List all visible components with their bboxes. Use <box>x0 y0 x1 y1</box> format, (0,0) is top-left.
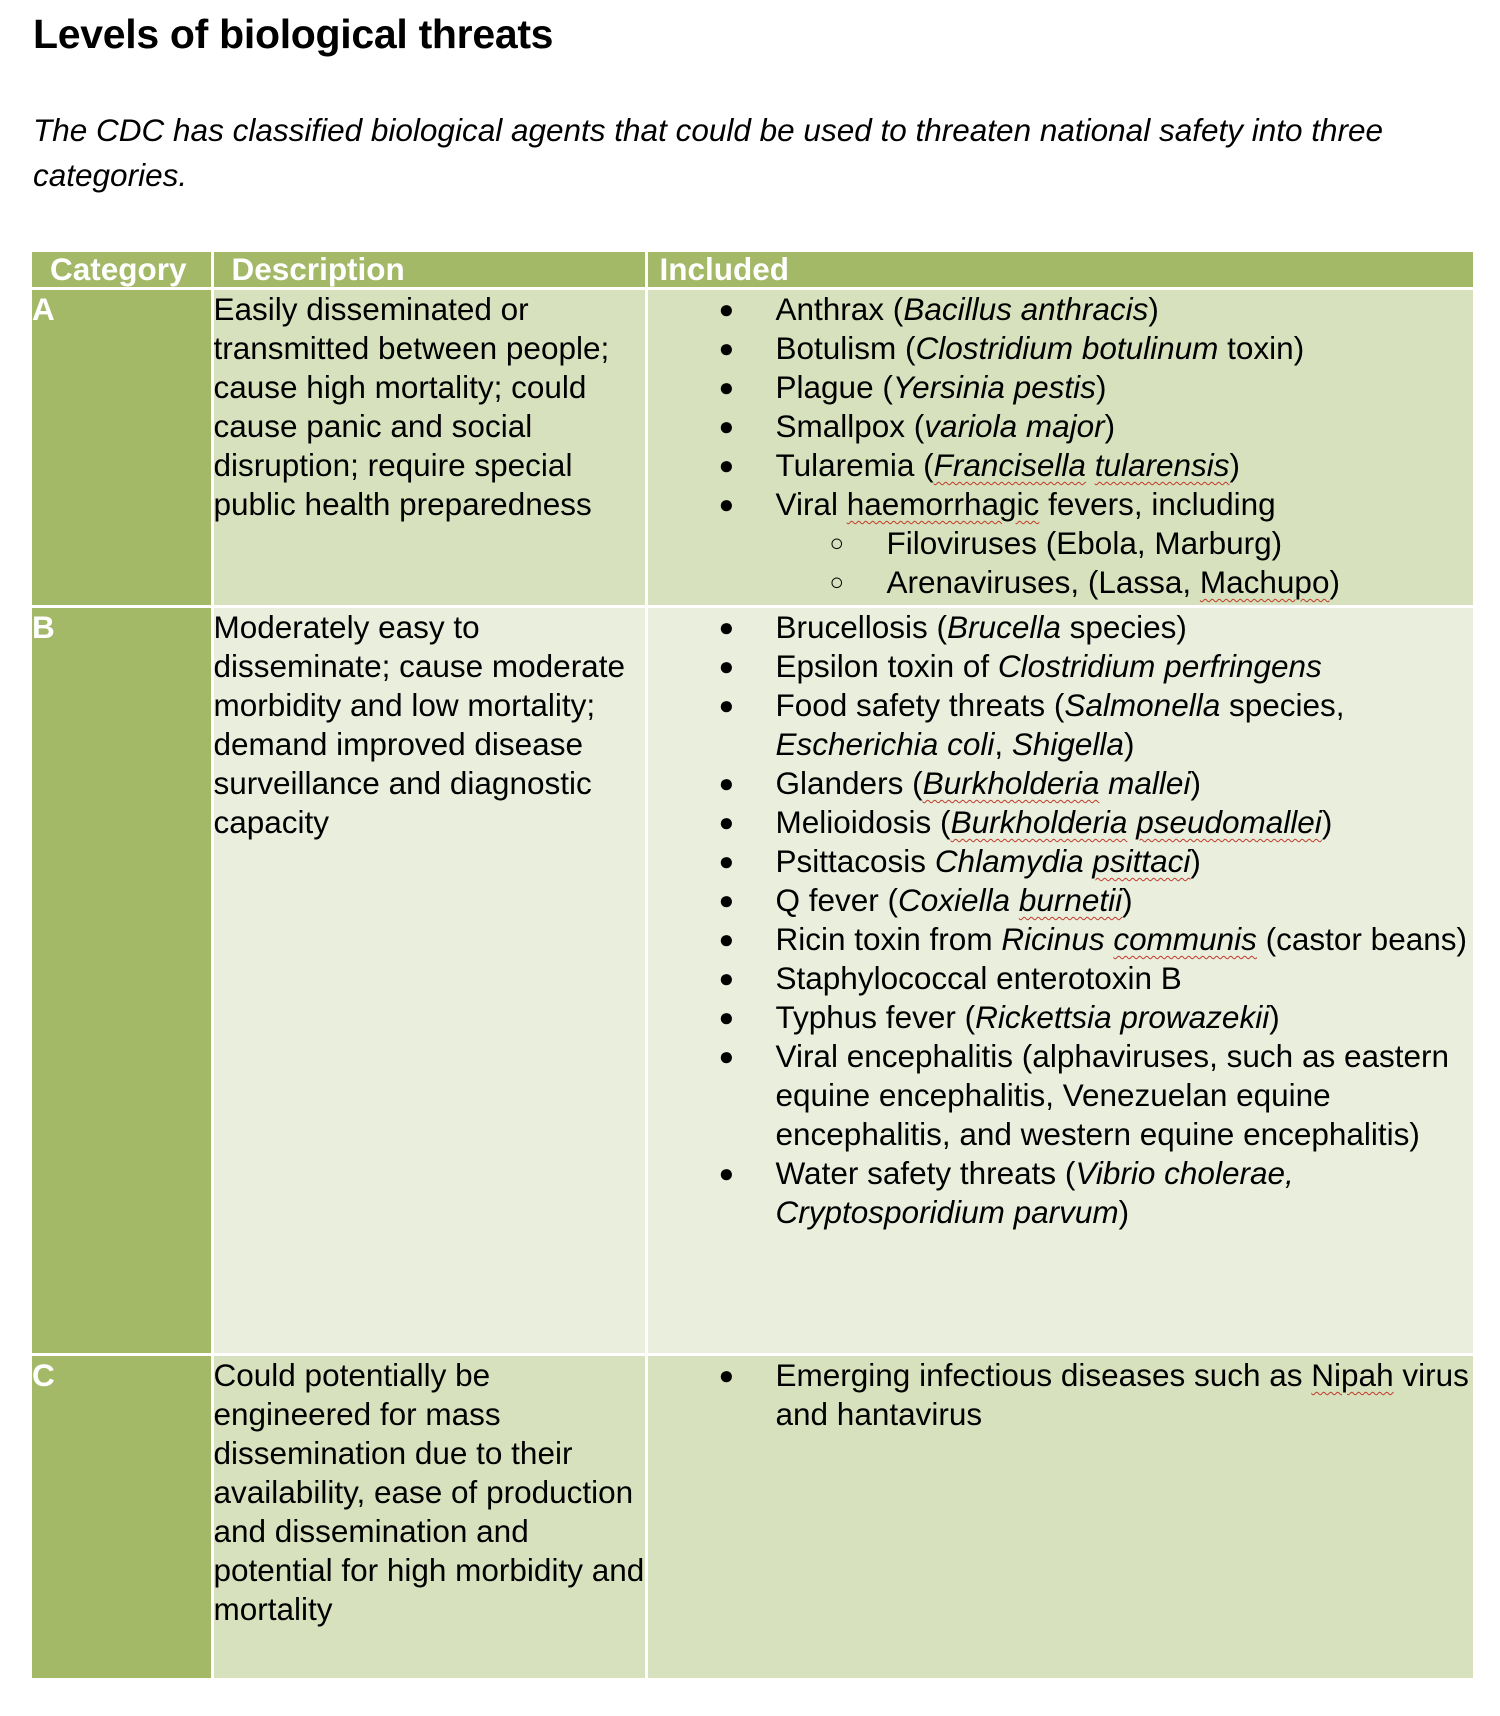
hollow-bullet-icon: ○ <box>829 530 844 557</box>
bullet-icon: ● <box>718 807 735 837</box>
hollow-bullet-icon: ○ <box>829 569 844 596</box>
item-text: ) <box>1190 843 1201 879</box>
bullet-icon: ● <box>718 450 735 480</box>
bullet-icon: ● <box>718 372 735 402</box>
item-text: Glanders ( <box>775 765 923 801</box>
item-text: Plague ( <box>775 369 893 405</box>
bullet-icon: ● <box>718 489 735 519</box>
item-text: ) <box>1190 765 1201 801</box>
list-item <box>648 368 1474 407</box>
item-text: Smallpox ( <box>775 408 925 444</box>
category-cell: C <box>32 1355 212 1679</box>
list-item <box>648 329 1474 368</box>
item-text: fevers, including <box>1039 486 1276 522</box>
item-text: species) <box>1060 609 1187 645</box>
item-text: mallei <box>1099 765 1191 801</box>
description-cell: Could potentially be engineered for mass dissemination due to their availability, ease of production and dissemination and potential for high morbidity and mortality <box>212 1355 646 1679</box>
item-text: Staphylococcal enterotoxin B <box>775 960 1182 996</box>
item-text <box>1127 804 1136 840</box>
item-text: Filoviruses (Ebola, Marburg) <box>886 525 1283 561</box>
item-text: Brucella <box>947 609 1061 645</box>
sub-list <box>776 524 1474 602</box>
list-item <box>648 764 1474 803</box>
page-title: Levels of biological threats <box>33 11 554 57</box>
item-text: ) <box>1321 804 1333 840</box>
bullet-icon: ● <box>718 294 735 324</box>
item-text: virus and hantavirus <box>775 1357 1469 1432</box>
spellcheck-flagged-text: psittaci <box>1092 843 1191 879</box>
category-cell: A <box>32 289 212 607</box>
item-text: ) <box>1122 882 1133 918</box>
item-text: Viral encephalitis (alphaviruses, such as eastern equine encephalitis, Venezuelan equine encephalitis, and western equine encephalitis) <box>775 1038 1450 1152</box>
spellcheck-flagged-text: tularensis <box>1094 447 1230 483</box>
item-text: Clostridium perfringens <box>997 648 1322 684</box>
item-text: Yersinia pestis <box>892 369 1096 405</box>
item-text: Ricin toxin from <box>775 921 1002 957</box>
item-text: species, <box>1220 687 1345 723</box>
bullet-icon: ● <box>718 846 735 876</box>
item-text: Clostridium botulinum <box>915 330 1219 366</box>
header-included: Included <box>646 252 1473 289</box>
list-item <box>648 1356 1474 1434</box>
header-description: Description <box>212 252 646 289</box>
list-item <box>648 647 1474 686</box>
agent-list <box>648 290 1474 602</box>
list-item <box>648 686 1474 764</box>
item-text: Anthrax ( <box>775 291 904 327</box>
bullet-icon: ● <box>718 1041 735 1071</box>
agent-list <box>648 608 1474 1232</box>
table-row <box>32 1355 1473 1679</box>
item-text: Viral <box>775 486 847 522</box>
list-item <box>648 842 1474 881</box>
description-cell: Moderately easy to disseminate; cause moderate morbidity and low mortality; demand improved disease surveillance and diagnostic capacity <box>212 607 646 1355</box>
item-text: ) <box>1123 726 1135 762</box>
item-text: Vibrio cholerae, Cryptosporidium parvum <box>775 1155 1294 1230</box>
item-text: (castor beans) <box>1256 921 1467 957</box>
item-text: Botulism ( <box>775 330 916 366</box>
list-item <box>648 998 1474 1037</box>
list-item <box>648 1037 1474 1154</box>
item-text: Water safety threats ( <box>775 1155 1076 1191</box>
spellcheck-flagged-text: Nipah <box>1311 1357 1394 1393</box>
item-text: Arenaviruses, (Lassa, <box>886 564 1200 600</box>
item-text: ) <box>1148 291 1159 327</box>
included-cell <box>646 289 1473 607</box>
item-text: ) <box>1329 564 1340 600</box>
item-text: Melioidosis ( <box>775 804 951 840</box>
item-text: Coxiella <box>898 882 1019 918</box>
list-item <box>648 920 1474 959</box>
item-text: Escherichia coli <box>775 726 995 762</box>
item-text: Rickettsia prowazekii <box>975 999 1270 1035</box>
item-text: variola major <box>924 408 1105 444</box>
item-text: Psittacosis <box>775 843 935 879</box>
bullet-icon: ● <box>718 1002 735 1032</box>
list-item <box>648 446 1474 485</box>
category-cell: B <box>32 607 212 1355</box>
bullet-icon: ● <box>718 1158 735 1188</box>
spellcheck-flagged-text: communis <box>1113 921 1257 957</box>
item-text: Chlamydia <box>934 843 1093 879</box>
item-text <box>1086 447 1095 483</box>
spellcheck-flagged-text: pseudomallei <box>1136 804 1322 840</box>
item-text: Emerging infectious diseases such as <box>775 1357 1312 1393</box>
item-text: , <box>994 726 1012 762</box>
item-text: Q fever ( <box>775 882 899 918</box>
item-text: Ricinus <box>1001 921 1114 957</box>
item-text: ) <box>1104 408 1116 444</box>
agent-list <box>648 1356 1474 1434</box>
spellcheck-flagged-text: Burkholderia <box>950 804 1128 840</box>
bullet-icon: ● <box>718 963 735 993</box>
spellcheck-flagged-text: Burkholderia <box>922 765 1100 801</box>
description-cell: Easily disseminated or transmitted between people; cause high mortality; could cause panic and social disruption; require special public health preparedness <box>212 289 646 607</box>
list-item <box>648 1154 1474 1232</box>
header-category: Category <box>32 252 212 289</box>
sub-list-item <box>774 524 1474 563</box>
item-text: ) <box>1095 369 1107 405</box>
bullet-icon: ● <box>718 1360 735 1390</box>
item-text: toxin) <box>1218 330 1305 366</box>
spellcheck-flagged-text: haemorrhagic <box>846 486 1040 522</box>
item-text: ) <box>1269 999 1280 1035</box>
item-text: Epsilon toxin of <box>775 648 998 684</box>
item-text: Bacillus anthracis <box>903 291 1149 327</box>
item-text: Typhus fever ( <box>775 999 976 1035</box>
bullet-icon: ● <box>718 924 735 954</box>
list-item <box>648 407 1474 446</box>
item-text: Salmonella <box>1064 687 1221 723</box>
bullet-icon: ● <box>718 411 735 441</box>
table-header-row <box>32 252 1473 289</box>
table-row <box>32 289 1473 607</box>
bullet-icon: ● <box>718 612 735 642</box>
intro-paragraph: The CDC has classified biological agents that could be used to threaten national safety into three categories. <box>33 112 1384 193</box>
list-item <box>648 959 1474 998</box>
item-text: Food safety threats ( <box>775 687 1065 723</box>
spellcheck-flagged-text: Machupo <box>1199 564 1330 600</box>
threat-categories-table <box>32 252 1473 1678</box>
bullet-icon: ● <box>718 690 735 720</box>
item-text: ) <box>1229 447 1241 483</box>
item-text: ) <box>1118 1194 1130 1230</box>
sub-list-item <box>774 563 1474 602</box>
item-text: Tularemia ( <box>775 447 934 483</box>
bullet-icon: ● <box>718 768 735 798</box>
spellcheck-flagged-text: burnetii <box>1018 882 1123 918</box>
list-item <box>648 803 1474 842</box>
item-text: Brucellosis ( <box>775 609 948 645</box>
list-item <box>648 290 1474 329</box>
bullet-icon: ● <box>718 885 735 915</box>
spellcheck-flagged-text: Francisella <box>933 447 1086 483</box>
included-cell <box>646 1355 1473 1679</box>
included-cell <box>646 607 1473 1355</box>
list-item <box>648 485 1474 602</box>
item-text: Shigella <box>1011 726 1124 762</box>
table-row <box>32 607 1473 1355</box>
bullet-icon: ● <box>718 333 735 363</box>
list-item <box>648 881 1474 920</box>
list-item <box>648 608 1474 647</box>
bullet-icon: ● <box>718 651 735 681</box>
